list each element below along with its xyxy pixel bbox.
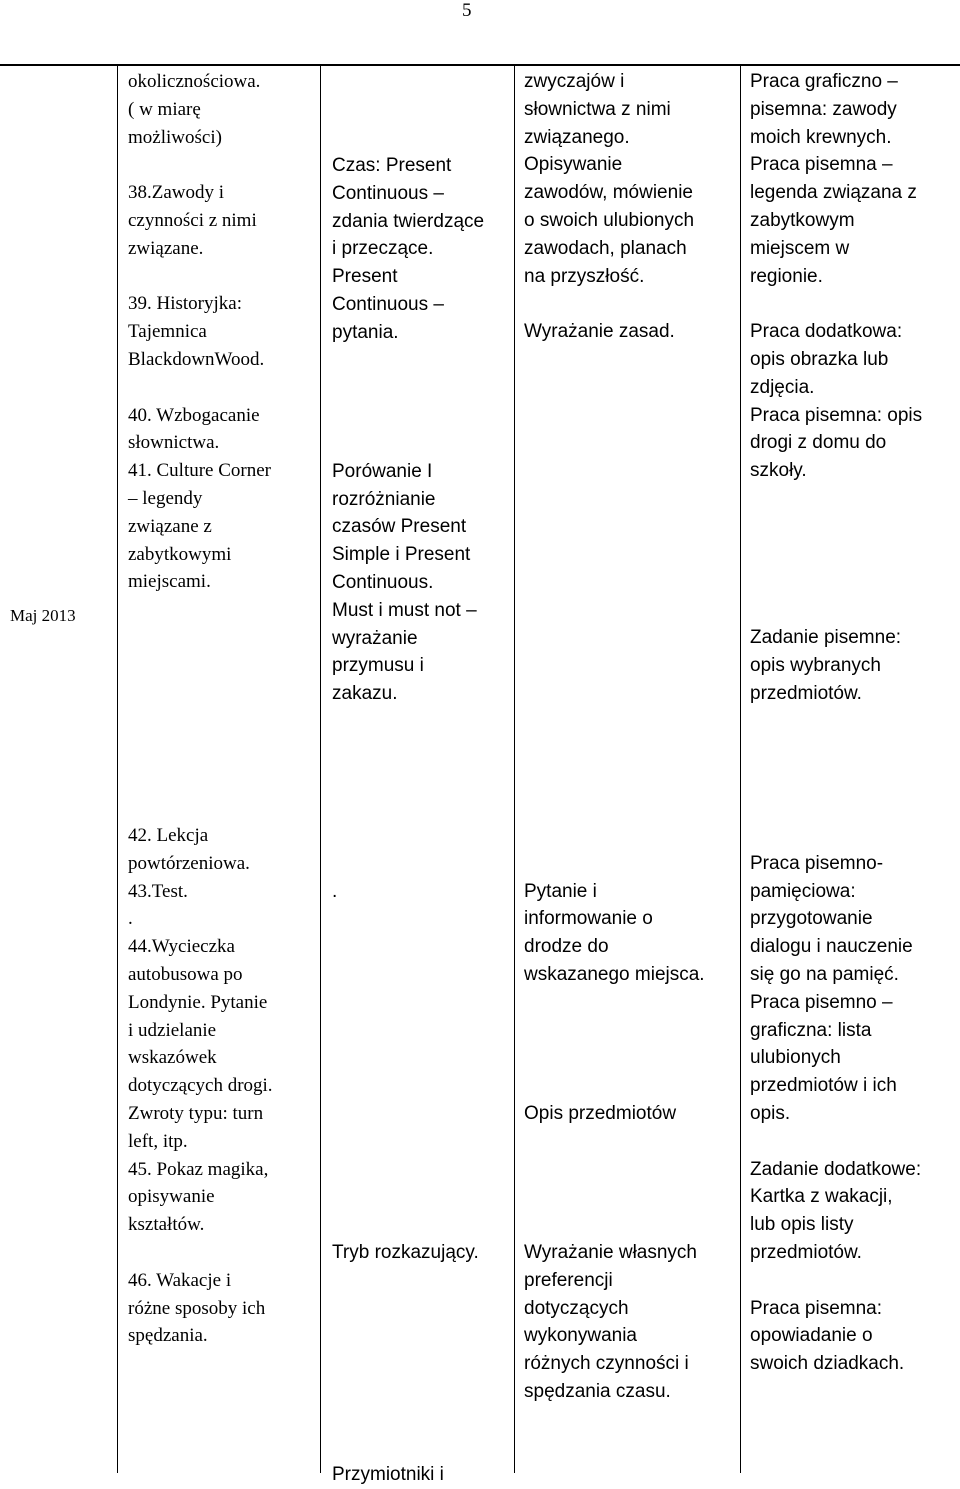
grammar-cell: Czas: Present Continuous – zdania twierdzące i przeczące. Present Continuous – pytania. Porówanie I rozróżnianie czasów Present Simple i Present Continuous. Must i must not – wyrażanie przymusu i zakazu. [332, 155, 485, 705]
column-divider-2 [320, 64, 321, 1473]
tasks-cell: Praca graficzno – pisemna: zawody moich krewnych. Praca pisemna – legenda związana z zabytkowym miejscem w regionie. Praca dodatkowa: opis obrazka lub zdjęcia. Praca pisemna: opis drogi z domu do szkoły. Zadanie pisemne: opis wybranych przedmiotów. [750, 71, 923, 704]
topics-cell: 42. Lekcja powtórzeniowa. 43.Test. . 44.Wycieczka autobusowa po Londynie. Pytanie i udzielanie wskazówek dotyczących drogi. Zwroty typu: turn left, itp. 45. Pokaz magika, opisywanie kształtów. 46. Wakacje i różne sposoby ich spędzania. [128, 825, 273, 1347]
column-divider-4 [740, 64, 741, 1473]
table-border-top [0, 64, 960, 66]
column-divider-1 [117, 64, 118, 1473]
functions-cell: Pytanie i informowanie o drodze do wskazanego miejsca. Opis przedmiotów Wyrażanie własnych preferencji dotyczących wykonywania różnych czynności i spędzania czasu. [524, 880, 705, 1402]
page-number: 5 [462, 0, 472, 21]
functions-cell: zwyczajów i słownictwa z nimi związanego. Opisywanie zawodów, mówienie o swoich ulubionych zawodach, planach na przyszłość. Wyrażanie zasad. [524, 71, 695, 343]
month-cell: Maj 2013 [10, 606, 76, 625]
grammar-cell: . Tryb rozkazujący. Przymiotniki i [332, 880, 479, 1486]
topics-cell: okolicznościowa. ( w miarę możliwości) 38.Zawody i czynności z nimi związane. 39. Historyjka: Tajemnica BlackdownWood. 40. Wzbogacanie słownictwa. 41. Culture Corner – legendy związane z zabytkowymi miejscami. [128, 71, 272, 593]
tasks-cell: Praca pisemno- pamięciowa: przygotowanie dialogu i nauczenie się go na pamięć. Praca pisemno – graficzna: lista ulubionych przedmiotów i ich opis. Zadanie dodatkowe: Kartka z wakacji, lub opis listy przedmiotów. Praca pisemna: opowiadanie o swoich dziadkach. [750, 852, 922, 1375]
column-divider-3 [514, 64, 515, 1473]
